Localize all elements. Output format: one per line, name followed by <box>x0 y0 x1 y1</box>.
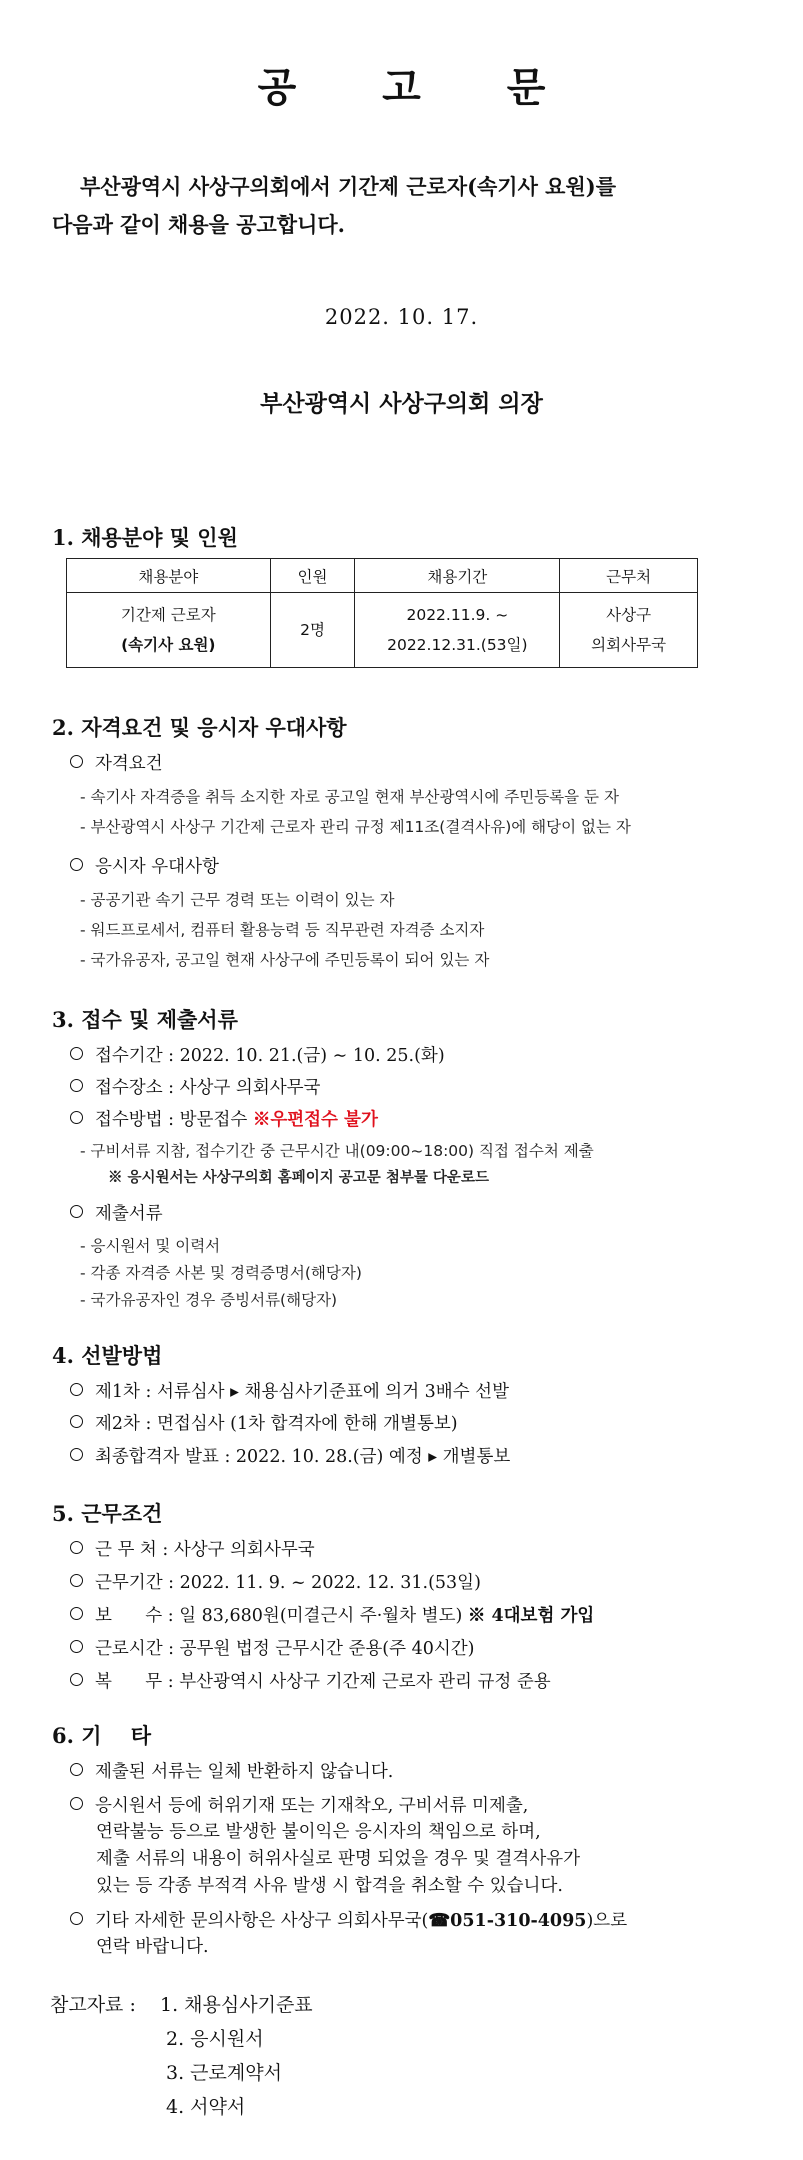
no-mail-notice: ※우편접수 불가 <box>252 1110 378 1130</box>
period-line-1: 2022.11.9. ~ <box>406 606 509 624</box>
document-item: - 국가유공자인 경우 증빙서류(해당자) <box>80 1291 338 1309</box>
table-header: 근무처 <box>560 559 698 593</box>
page-title: 공 고 문 <box>257 64 582 111</box>
circle-bullet-icon <box>70 1111 83 1124</box>
references-label: 참고자료 : <box>50 1994 136 2016</box>
field-line-2: (속기사 요원) <box>121 636 216 654</box>
notice-date: 2022. 10. 17. <box>324 305 479 329</box>
contact-item: 기타 자세한 문의사항은 사상구 의회사무국(☎051-310-4095)으로 <box>70 1907 627 1932</box>
section-6-title: 6. 기 타 <box>52 1723 152 1748</box>
qualification-item: - 부산광역시 사상구 기간제 근로자 관리 규정 제11조(결격사유)에 해당이 없는 자 <box>80 818 631 836</box>
circle-bullet-icon <box>70 1047 83 1060</box>
reference-item: 2. 응시원서 <box>166 2028 264 2050</box>
circle-bullet-icon <box>70 1912 83 1925</box>
application-method: 접수방법 : 방문접수 ※우편접수 불가 <box>70 1106 378 1131</box>
circle-bullet-icon <box>70 1763 83 1776</box>
section-5-title: 5. 근무조건 <box>52 1501 163 1526</box>
phone-number: ☎051-310-4095 <box>428 1911 587 1931</box>
work-hours: 근로시간 : 공무원 법정 근무시간 준용(주 40시간) <box>70 1635 474 1660</box>
intro-line-1: 부산광역시 사상구의회에서 기간제 근로자(속기사 요원)를 <box>80 174 616 199</box>
preference-item: - 공공기관 속기 근무 경력 또는 이력이 있는 자 <box>80 891 395 909</box>
circle-bullet-icon <box>70 1448 83 1461</box>
table-header-row <box>67 559 698 593</box>
preference-item: - 국가유공자, 공고일 현재 사상구에 주민등록이 되어 있는 자 <box>80 951 490 969</box>
hiring-table <box>66 558 698 668</box>
application-period: 접수기간 : 2022. 10. 21.(금) ∼ 10. 25.(화) <box>70 1042 445 1067</box>
period-line-2: 2022.12.31.(53일) <box>387 636 528 654</box>
circle-bullet-icon <box>70 858 83 871</box>
circle-bullet-icon <box>70 1205 83 1218</box>
intro-line-2: 다음과 같이 채용을 공고합니다. <box>52 212 345 237</box>
download-notice: ※ 응시원서는 사상구의회 홈페이지 공고문 첨부물 다운로드 <box>108 1169 489 1186</box>
qualification-heading: 자격요건 <box>70 750 163 775</box>
preference-heading: 응시자 우대사항 <box>70 853 219 878</box>
etc-item-line: 제출 서류의 내용이 허위사실로 판명 되었을 경우 및 결격사유가 <box>96 1849 581 1869</box>
circle-bullet-icon <box>70 1797 83 1810</box>
document-item: - 응시원서 및 이력서 <box>80 1237 221 1255</box>
circle-bullet-icon <box>70 1541 83 1554</box>
circle-bullet-icon <box>70 1383 83 1396</box>
reference-item: 1. 채용심사기준표 <box>160 1994 313 2016</box>
place-cell <box>560 593 698 668</box>
circle-bullet-icon <box>70 1640 83 1653</box>
table-header: 인원 <box>270 559 355 593</box>
etc-item-bullet: 응시원서 등에 허위기재 또는 기재착오, 구비서류 미제출, <box>70 1792 528 1817</box>
selection-step: 최종합격자 발표 : 2022. 10. 28.(금) 예정 ▸ 개별통보 <box>70 1443 510 1468</box>
circle-bullet-icon <box>70 1574 83 1587</box>
selection-step: 제1차 : 서류심사 ▸ 채용심사기준표에 의거 3배수 선발 <box>70 1378 509 1403</box>
issuer: 부산광역시 사상구의회 의장 <box>260 390 543 417</box>
intro-paragraph <box>52 168 752 244</box>
circle-bullet-icon <box>70 1079 83 1092</box>
circle-bullet-icon <box>70 1673 83 1686</box>
selection-step: 제2차 : 면접심사 (1차 합격자에 한해 개별통보) <box>70 1410 458 1435</box>
circle-bullet-icon <box>70 755 83 768</box>
qualification-item: - 속기사 자격증을 취득 소지한 자로 공고일 현재 부산광역시에 주민등록을 둔 자 <box>80 788 619 806</box>
place-line-2: 의회사무국 <box>591 636 667 654</box>
work-period: 근무기간 : 2022. 11. 9. ~ 2022. 12. 31.(53일) <box>70 1569 481 1594</box>
application-method-detail: - 구비서류 지참, 접수기간 중 근무시간 내(09:00~18:00) 직접 접수처 제출 <box>80 1142 594 1160</box>
count-cell: 2명 <box>270 593 355 668</box>
circle-bullet-icon <box>70 1607 83 1620</box>
section-3-title: 3. 접수 및 제출서류 <box>52 1007 238 1032</box>
period-cell <box>355 593 560 668</box>
work-place: 근 무 처 : 사상구 의회사무국 <box>70 1536 315 1561</box>
section-1-title: 1. 채용분야 및 인원 <box>52 525 238 550</box>
reference-item: 4. 서약서 <box>166 2096 246 2118</box>
table-header: 채용기간 <box>355 559 560 593</box>
contact-item-line: 연락 바랍니다. <box>96 1937 209 1957</box>
place-line-1: 사상구 <box>606 606 652 624</box>
pay: 보 수 : 일 83,680원(미결근시 주·월차 별도) ※ 4대보험 가입 <box>70 1602 594 1627</box>
etc-item-line: 연락불능 등으로 발생한 불이익은 응시자의 책임으로 하며, <box>96 1822 541 1842</box>
application-place: 접수장소 : 사상구 의회사무국 <box>70 1074 320 1099</box>
preference-item: - 워드프로세서, 컴퓨터 활용능력 등 직무관련 자격증 소지자 <box>80 921 485 939</box>
insurance-note: ※ 4대보험 가입 <box>467 1606 595 1626</box>
table-row <box>67 593 698 668</box>
section-4-title: 4. 선발방법 <box>52 1343 163 1368</box>
field-line-1: 기간제 근로자 <box>120 606 216 624</box>
field-cell <box>67 593 271 668</box>
reference-item: 3. 근로계약서 <box>166 2062 282 2084</box>
etc-item-line: 있는 등 각종 부적격 사유 발생 시 합격을 취소할 수 있습니다. <box>96 1876 563 1896</box>
service-rules: 복 무 : 부산광역시 사상구 기간제 근로자 관리 규정 준용 <box>70 1668 551 1693</box>
section-2-title: 2. 자격요건 및 응시자 우대사항 <box>52 715 347 740</box>
document-item: - 각종 자격증 사본 및 경력증명서(해당자) <box>80 1264 362 1282</box>
circle-bullet-icon <box>70 1415 83 1428</box>
documents-heading: 제출서류 <box>70 1200 163 1225</box>
table-header: 채용분야 <box>67 559 271 593</box>
etc-item: 제출된 서류는 일체 반환하지 않습니다. <box>70 1758 393 1783</box>
